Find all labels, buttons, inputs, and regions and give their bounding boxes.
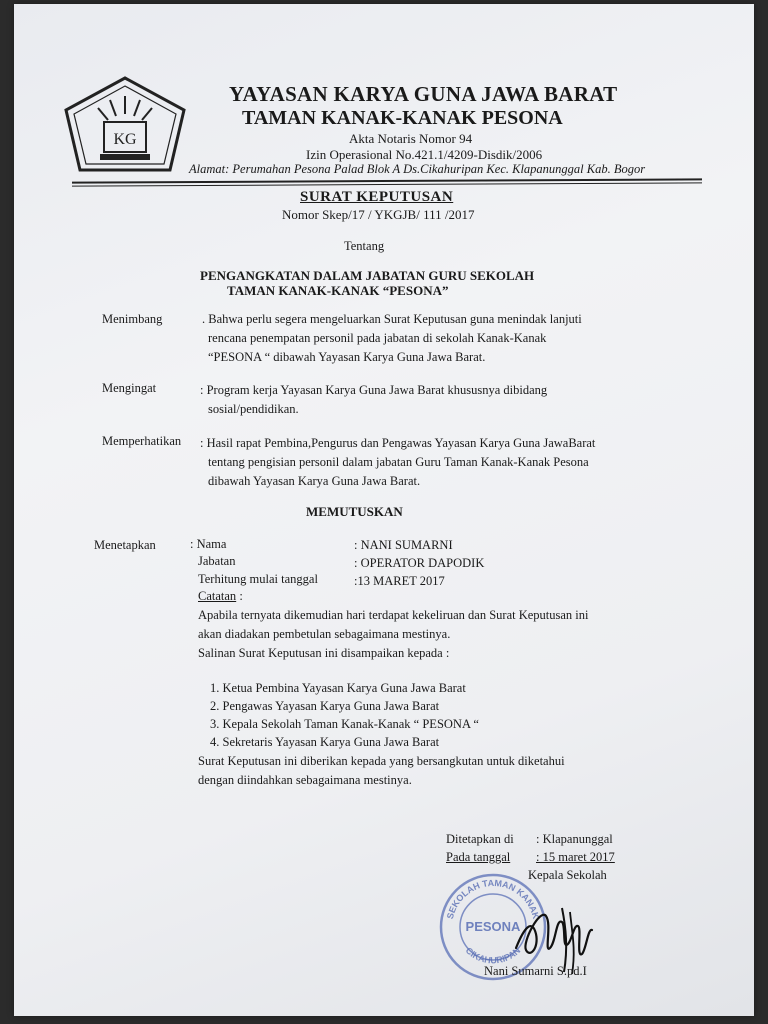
- school-name: TAMAN KANAK-KANAK PESONA: [242, 107, 563, 129]
- signatory-name: Nani Sumarni S.pd.I: [484, 964, 587, 978]
- field-value-tmt: :13 MARET 2017: [354, 574, 445, 588]
- memperhatikan-line: dibawah Yayasan Karya Guna Jawa Barat.: [208, 474, 421, 488]
- catatan-label: [198, 589, 243, 604]
- mengingat-label: Mengingat: [102, 381, 157, 395]
- izin-operasional: Izin Operasional No.421.1/4209-Disdik/2006: [306, 147, 543, 162]
- field-label-jabatan: Jabatan: [198, 554, 236, 568]
- tanggal-value: : 15 maret 2017: [536, 850, 615, 864]
- mengingat-line: sosial/pendidikan.: [208, 402, 299, 416]
- memperhatikan-line: : Hasil rapat Pembina,Pengurus dan Pengawas Yayasan Karya Guna JawaBarat: [200, 436, 596, 450]
- field-label-nama: : Nama: [190, 537, 227, 551]
- position-title: Kepala Sekolah: [528, 868, 607, 882]
- menimbang-line: rencana penempatan personil pada jabatan di sekolah Kanak-Kanak: [208, 331, 547, 345]
- document-number: Nomor Skep/17 / YKGJB/ 111 /2017: [282, 207, 475, 222]
- org-name: YAYASAN KARYA GUNA JAWA BARAT: [229, 82, 618, 106]
- menetapkan-label: Menetapkan: [94, 538, 156, 552]
- recipient-item: 1. Ketua Pembina Yayasan Karya Guna Jawa Barat: [210, 681, 466, 695]
- logo-text: KG: [113, 131, 137, 148]
- note-line: Apabila ternyata dikemudian hari terdapat kekeliruan dan Surat Keputusan ini: [198, 608, 589, 622]
- menimbang-label: Menimbang: [102, 312, 163, 326]
- memutuskan-heading: MEMUTUSKAN: [306, 504, 403, 519]
- document-page: [14, 4, 754, 1016]
- menimbang-line: “PESONA “ dibawah Yayasan Karya Guna Jawa Barat.: [208, 350, 486, 364]
- document-title: SURAT KEPUTUSAN: [300, 189, 454, 205]
- field-value-nama: : NANI SUMARNI: [354, 538, 453, 552]
- recipient-item: 4. Sekretaris Yayasan Karya Guna Jawa Barat: [210, 735, 440, 749]
- catatan-colon: :: [236, 589, 243, 603]
- mengingat-line: : Program kerja Yayasan Karya Guna Jawa Barat khususnya dibidang: [200, 383, 548, 397]
- menimbang-line: . Bahwa perlu segera mengeluarkan Surat Keputusan guna menindak lanjuti: [202, 312, 582, 326]
- closing-line: dengan diindahkan sebagaimana mestinya.: [198, 773, 412, 787]
- catatan-text: Catatan: [198, 589, 237, 603]
- school-logo: [60, 74, 190, 174]
- ditetapkan-value: : Klapanunggal: [536, 832, 613, 846]
- field-value-jabatan: : OPERATOR DAPODIK: [354, 556, 485, 570]
- recipient-item: 3. Kepala Sekolah Taman Kanak-Kanak “ PESONA “: [210, 717, 479, 731]
- stamp-text-center: PESONA: [465, 919, 521, 934]
- note-line: akan diadakan pembetulan sebagaimana mestinya.: [198, 627, 451, 641]
- recipient-item: 2. Pengawas Yayasan Karya Guna Jawa Barat: [210, 699, 440, 713]
- stamp-text-bottom: CIKAHURIPAN: [463, 945, 523, 966]
- field-label-tmt: Terhitung mulai tanggal: [198, 572, 318, 586]
- tanggal-label: Pada tanggal: [446, 850, 511, 864]
- ditetapkan-label: Ditetapkan di: [446, 832, 514, 846]
- memperhatikan-label: Memperhatikan: [102, 434, 182, 448]
- tentang-label: Tentang: [344, 239, 385, 253]
- stamp-text-top: SEKOLAH TAMAN KANAK: [444, 877, 542, 920]
- subject-line-1: PENGANGKATAN DALAM JABATAN GURU SEKOLAH: [200, 268, 535, 283]
- subject-line-2: TAMAN KANAK-KANAK “PESONA”: [227, 283, 449, 298]
- closing-line: Surat Keputusan ini diberikan kepada yang bersangkutan untuk diketahui: [198, 754, 565, 768]
- address: Alamat: Perumahan Pesona Palad Blok A Ds.Cikahuripan Kec. Klapanunggal Kab. Bogor: [189, 162, 646, 176]
- copies-intro: Salinan Surat Keputusan ini disampaikan kepada :: [198, 646, 450, 660]
- akta-notaris: Akta Notaris Nomor 94: [349, 131, 473, 146]
- memperhatikan-line: tentang pengisian personil dalam jabatan Guru Taman Kanak-Kanak Pesona: [208, 455, 589, 469]
